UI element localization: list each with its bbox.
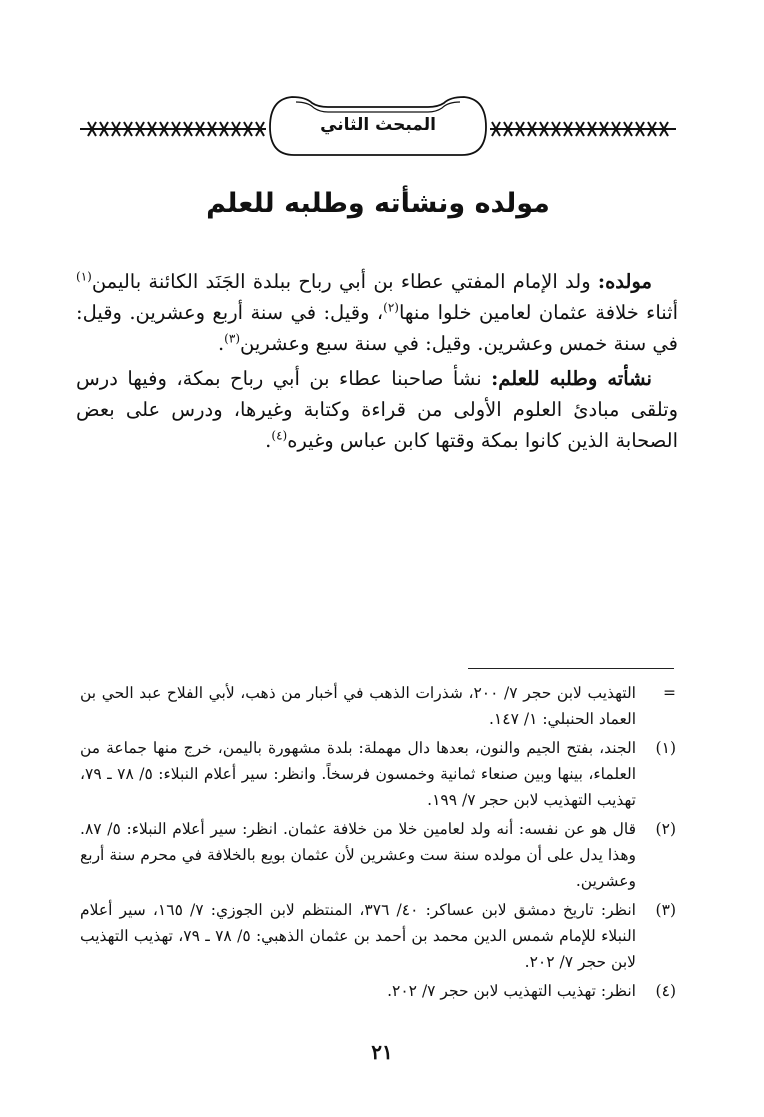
ornament-border-left bbox=[80, 119, 266, 139]
paragraph-upbringing bbox=[76, 363, 678, 456]
footnote-number: (١) bbox=[655, 739, 676, 757]
footnote-ref-4[interactable]: (٤) bbox=[271, 428, 288, 443]
footnote-text: التهذيب لابن حجر ٧/ ٢٠٠، شذرات الذهب في أخبار من ذهب، لأبي الفلاح عبد الحي بن العماد الحنبلي: ١/ ١٤٧. bbox=[80, 684, 636, 728]
footnote-text: انظر: تاريخ دمشق لابن عساكر: ٤٠/ ٣٧٦، المنتظم لابن الجوزي: ٧/ ١٦٥، سير أعلام النبلاء للإمام شمس الدين محمد بن أحمد بن عثمان الذهبي: ٥/ ٧٨ ـ ٧٩، تهذيب التهذيب لابن حجر ٧/ ٢٠٢. bbox=[80, 901, 636, 971]
paragraph-text: . bbox=[265, 429, 272, 452]
footnote-number: (٢) bbox=[655, 820, 676, 838]
section-label: المبحث الثاني bbox=[320, 115, 436, 135]
footnotes bbox=[80, 680, 676, 1007]
footnote-number: = bbox=[663, 684, 676, 702]
footnote-number: (٣) bbox=[655, 901, 676, 919]
chapter-title: مولده ونشأته وطلبه للعلم bbox=[206, 188, 550, 219]
footnote-item bbox=[80, 816, 676, 894]
footnote-number: (٤) bbox=[655, 982, 676, 1000]
footnote-item bbox=[80, 735, 676, 813]
paragraph-birth bbox=[76, 266, 678, 359]
footnote-item bbox=[80, 897, 676, 975]
page-number: ٢١ bbox=[371, 1040, 393, 1064]
ornament-border-right bbox=[490, 119, 676, 139]
paragraph-text: . bbox=[217, 332, 225, 355]
footnote-item bbox=[80, 680, 676, 732]
footnote-ref-1[interactable]: (١) bbox=[76, 269, 92, 284]
footnote-text: قال هو عن نفسه: أنه ولد لعامين خلا من خلافة عثمان. انظر: سير أعلام النبلاء: ٥/ ٨٧. وهذا يدل على أن مولده سنة ست وعشرين لأن عثمان بويع بالخلافة في محرم سنة أربع وعشرين. bbox=[80, 820, 636, 890]
footnote-ref-3[interactable]: (٣) bbox=[224, 331, 240, 346]
header-cartouche bbox=[266, 93, 490, 159]
paragraph-text: أثناء خلافة عثمان لعامين خلوا منها bbox=[398, 301, 678, 324]
paragraph-text: نشأ صاحبنا عطاء بن أبي رباح بمكة، وفيها درس وتلقى مبادئ العلوم الأولى من قراءة وكتابة وغيرها، ودرس على بعض الصحابة الذين كانوا بمكة وقتها كابن عباس وغيره bbox=[76, 367, 678, 452]
paragraph-text: ، وقيل: في سنة أربع وعشرين. وقيل: في سنة خمس وعشرين. وقيل: في سنة سبع وعشرين bbox=[76, 301, 678, 355]
footnote-item bbox=[80, 978, 676, 1004]
body-text bbox=[76, 266, 678, 460]
paragraph-lead: نشأته وطلبه للعلم: bbox=[491, 367, 652, 390]
footnote-ref-2[interactable]: (٢) bbox=[383, 300, 399, 315]
paragraph-text: ولد الإمام المفتي عطاء بن أبي رباح ببلدة الجَنَد الكائنة باليمن bbox=[91, 270, 598, 293]
footnote-separator bbox=[468, 668, 674, 669]
paragraph-lead: مولده: bbox=[597, 270, 652, 293]
section-header bbox=[80, 93, 676, 163]
footnote-text: الجند، بفتح الجيم والنون، بعدها دال مهملة: بلدة مشهورة باليمن، خرج منها جماعة من العلماء، بينها وبين صنعاء ثمانية وخمسون فرسخاً. وانظر: سير أعلام النبلاء: ٥/ ٧٨ ـ ٧٩، تهذيب التهذيب لابن حجر ٧/ ١٩٩. bbox=[80, 739, 637, 809]
footnote-text: انظر: تهذيب التهذيب لابن حجر ٧/ ٢٠٢. bbox=[387, 982, 636, 1000]
